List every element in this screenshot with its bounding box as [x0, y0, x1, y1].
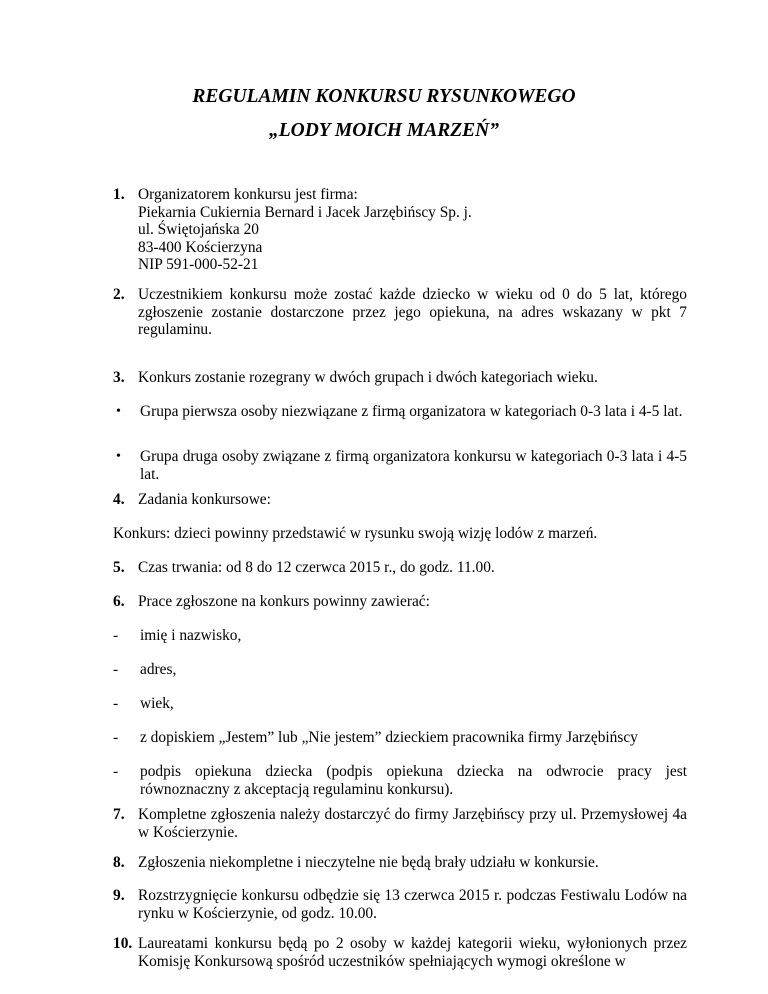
item-number: 7.	[113, 806, 125, 823]
bullet-group-1	[113, 403, 687, 421]
item-2	[113, 286, 687, 339]
bullet-text: Grupa druga osoby związane z firmą organizatora konkursu w kategoriach 0-3 lata i 4-5 lat.	[140, 448, 687, 483]
organizer-nip: NIP 591-000-52-21	[138, 256, 259, 274]
item-text: Prace zgłoszone na konkurs powinny zawierać:	[138, 593, 430, 610]
item-number: 4.	[113, 491, 125, 508]
organizer-name: Piekarnia Cukiernia Bernard i Jacek Jarzębińscy Sp. j.	[138, 203, 472, 221]
item-4	[113, 491, 687, 509]
requirement-text: wiek,	[140, 695, 174, 712]
item-1	[113, 186, 687, 274]
item-text: Kompletne zgłoszenia należy dostarczyć do firmy Jarzębińscy przy ul. Przemysłowej 4a w Kościerzynie.	[138, 806, 687, 841]
item-number: 3.	[113, 369, 125, 386]
requirement-text: podpis opiekuna dziecka (podpis opiekuna dziecka na odwrocie pracy jest równoznaczny z akceptacją regulaminu konkursu).	[140, 763, 687, 798]
item-number: 10.	[113, 935, 133, 952]
contest-task: Konkurs: dzieci powinny przedstawić w rysunku swoją wizję lodów z marzeń.	[113, 525, 598, 542]
item-text: Czas trwania: od 8 do 12 czerwca 2015 r., do godz. 11.00.	[138, 559, 495, 576]
item-10	[113, 935, 687, 970]
requirement-note	[113, 729, 687, 747]
item-text: Zgłoszenia niekompletne i nieczytelne nie będą brały udziału w konkursie.	[138, 854, 599, 871]
requirement-signature	[113, 763, 687, 798]
organizer-street: ul. Świętojańska 20	[138, 221, 259, 239]
bullet-icon: •	[116, 449, 121, 464]
item-number: 9.	[113, 887, 125, 904]
requirement-text: adres,	[140, 661, 177, 678]
contest-name: „LODY MOICH MARZEŃ”	[268, 120, 500, 141]
item-8	[113, 854, 687, 872]
requirement-text: imię i nazwisko,	[140, 627, 242, 644]
item-number: 1.	[113, 186, 125, 203]
item-text: Zadania konkursowe:	[138, 491, 271, 508]
bullet-group-2	[113, 448, 687, 483]
dash-marker: -	[113, 627, 119, 644]
dash-marker: -	[113, 695, 119, 712]
organizer-city: 83-400 Kościerzyna	[138, 238, 263, 256]
item-6	[113, 593, 687, 611]
item-number: 8.	[113, 854, 125, 871]
dash-marker: -	[113, 661, 119, 678]
item-9	[113, 887, 687, 922]
organizer-intro: Organizatorem konkursu jest firma:	[138, 186, 358, 203]
item-7	[113, 806, 687, 841]
requirement-name	[113, 627, 687, 645]
item-text: Konkurs zostanie rozegrany w dwóch grupach i dwóch kategoriach wieku.	[138, 369, 598, 386]
dash-marker: -	[113, 763, 119, 780]
requirement-address	[113, 661, 687, 679]
item-text: Rozstrzygnięcie konkursu odbędzie się 13 czerwca 2015 r. podczas Festiwalu Lodów na rynku w Kościerzynie, od godz. 10.00.	[138, 887, 687, 922]
item-text: Uczestnikiem konkursu może zostać każde dziecko w wieku od 0 do 5 lat, którego zgłoszenie zostanie dostarczone przez jego opiekuna, na adres wskazany w pkt 7 regulaminu.	[138, 286, 687, 339]
item-number: 6.	[113, 593, 125, 610]
document-title: REGULAMIN KONKURSU RYSUNKOWEGO	[192, 86, 576, 107]
requirement-text: z dopiskiem „Jestem” lub „Nie jestem” dzieckiem pracownika firmy Jarzębińscy	[140, 729, 638, 746]
requirement-age	[113, 695, 687, 713]
item-text: Laureatami konkursu będą po 2 osoby w każdej kategorii wieku, wyłonionych przez Komisję Konkursową spośród uczestników spełniających wymogi określone w	[138, 935, 687, 970]
item-5	[113, 559, 687, 577]
item-3	[113, 369, 687, 387]
item-number: 2.	[113, 286, 125, 303]
bullet-icon: •	[116, 404, 121, 419]
item-number: 5.	[113, 559, 125, 576]
bullet-text: Grupa pierwsza osoby niezwiązane z firmą organizatora w kategoriach 0-3 lata i 4-5 lat.	[140, 403, 683, 420]
dash-marker: -	[113, 729, 119, 746]
